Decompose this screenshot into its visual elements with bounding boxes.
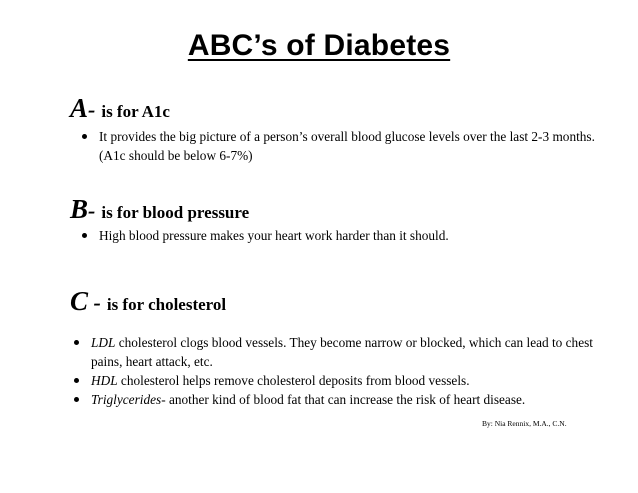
title-text: ABC’s of Diabetes <box>187 29 451 62</box>
bullet-text: - another kind of blood fat that can increase the risk of heart disease. <box>161 392 526 407</box>
list-item <box>71 371 609 390</box>
section-b-subtitle: is for blood pressure <box>101 203 250 222</box>
list-item <box>71 390 609 409</box>
section-b-letter: B <box>70 194 89 224</box>
bullet-text: cholesterol clogs blood vessels. They become narrow or blocked, which can lead to chest pains, heart attack, etc. <box>91 335 593 369</box>
author-credit: By: Nia Rennix, M.A., C.N. <box>482 419 567 428</box>
bullet-text: It provides the big picture of a person’s overall blood glucose levels over the last 2-3 months. (A1c should be below 6-7%) <box>99 129 595 163</box>
section-a-letter: A <box>70 93 89 123</box>
bullet-term: Triglycerides <box>91 392 162 407</box>
bullet-term: HDL <box>91 373 118 388</box>
bullet-term: LDL <box>91 335 116 350</box>
section-c-bullets <box>71 333 609 409</box>
list-item <box>71 333 609 371</box>
section-c-dash: - <box>88 290 101 315</box>
section-a-heading <box>70 93 170 124</box>
page-title <box>0 26 638 66</box>
section-b-dash: - <box>88 198 96 223</box>
section-b-heading <box>70 194 249 225</box>
list-item <box>79 226 609 245</box>
section-a-subtitle: is for A1c <box>101 102 170 121</box>
section-c-subtitle: is for cholesterol <box>106 295 227 314</box>
section-b-bullets <box>79 226 609 245</box>
bullet-text: cholesterol helps remove cholesterol deposits from blood vessels. <box>117 373 470 388</box>
section-c-letter: C <box>70 286 89 316</box>
list-item <box>79 127 609 165</box>
section-c-heading <box>70 286 226 317</box>
section-a-dash: - <box>88 97 96 122</box>
bullet-text: High blood pressure makes your heart work harder than it should. <box>99 228 449 243</box>
section-a-bullets <box>79 127 609 165</box>
